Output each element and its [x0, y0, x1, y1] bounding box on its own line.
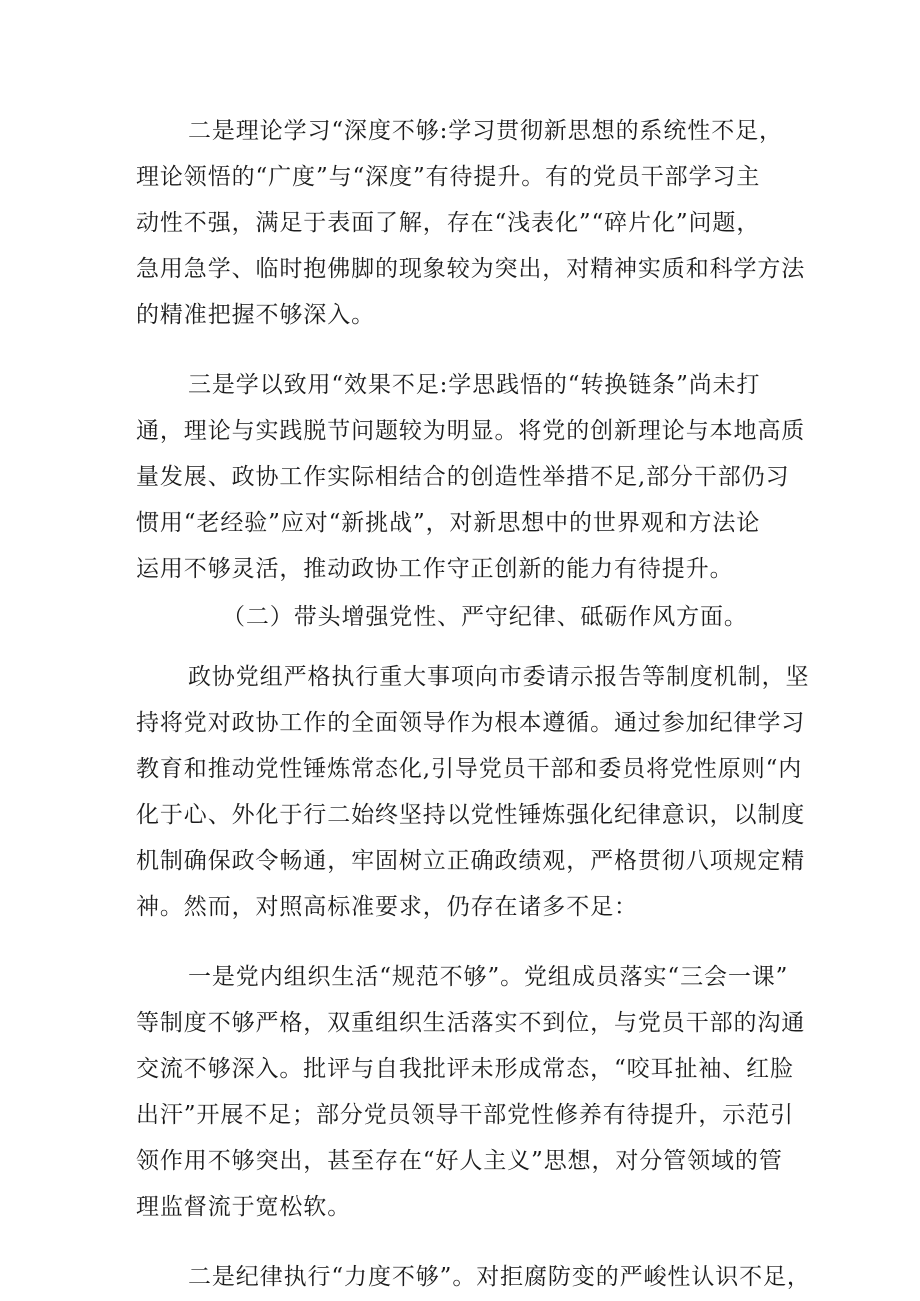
text-line: 一是党内组织生活“规范不够”。党组成员落实“三会一课”	[188, 964, 789, 990]
text-line: 政协党组严格执行重大事项向市委请示报告等制度机制，坚	[188, 664, 810, 690]
text-line: 惯用“老经验”应对“新挑战”，对新思想中的世界观和方法论	[136, 510, 761, 536]
text-line: 运用不够灵活，推动政协工作守正创新的能力有待提升。	[136, 556, 734, 582]
text-line: 交流不够深入。批评与自我批评未形成常态，“咬耳扯袖、红脸	[136, 1056, 794, 1082]
text-line: 等制度不够严格，双重组织生活落实不到位，与党员干部的沟通	[136, 1010, 806, 1036]
text-line: 急用急学、临时抱佛脚的现象较为突出，对精神实质和科学方法	[136, 256, 806, 282]
text-line: 理监督流于宽松软。	[136, 1194, 352, 1220]
text-line: 领作用不够突出，甚至存在“好人主义”思想，对分管领域的管	[136, 1148, 783, 1174]
text-line: 机制确保政令畅通，牢固树立正确政绩观，严格贯彻八项规定精	[136, 848, 806, 874]
text-line: 动性不强，满足于表面了解，存在“浅表化”“碎片化”问题，	[136, 210, 761, 236]
text-line: 二是理论学习“深度不够:学习贯彻新思想的系统性不足，	[188, 118, 783, 144]
text-line: 三是学以致用“效果不足:学思践悟的“转换链条”尚未打	[188, 372, 761, 398]
text-line: 的精准把握不够深入。	[136, 302, 375, 328]
text-line: 神。然而，对照高标准要求，仍存在诸多不足：	[136, 894, 638, 920]
text-line: 教育和推动党性锤炼常态化,引导党员干部和委员将党性原则“内	[136, 756, 803, 782]
text-line: 持将党对政协工作的全面领导作为根本遵循。通过参加纪律学习	[136, 710, 806, 736]
text-line: 理论领悟的“广度”与“深度”有待提升。有的党员干部学习主	[136, 164, 761, 190]
text-line: 通，理论与实践脱节问题较为明显。将党的创新理论与本地高质	[136, 418, 806, 444]
text-line: 出汗”开展不足；部分党员领导干部党性修养有待提升，示范引	[136, 1102, 794, 1128]
text-line: 量发展、政协工作实际相结合的创造性举措不足,部分干部仍习	[136, 464, 790, 490]
section-heading: （二）带头增强党性、严守纪律、砥砺作风方面。	[222, 604, 748, 630]
text-line: 二是纪律执行“力度不够”。对拒腐防变的严峻性认识不足，	[188, 1264, 811, 1290]
text-line: 化于心、外化于行二始终坚持以党性锤炼强化纪律意识，以制度	[136, 802, 806, 828]
